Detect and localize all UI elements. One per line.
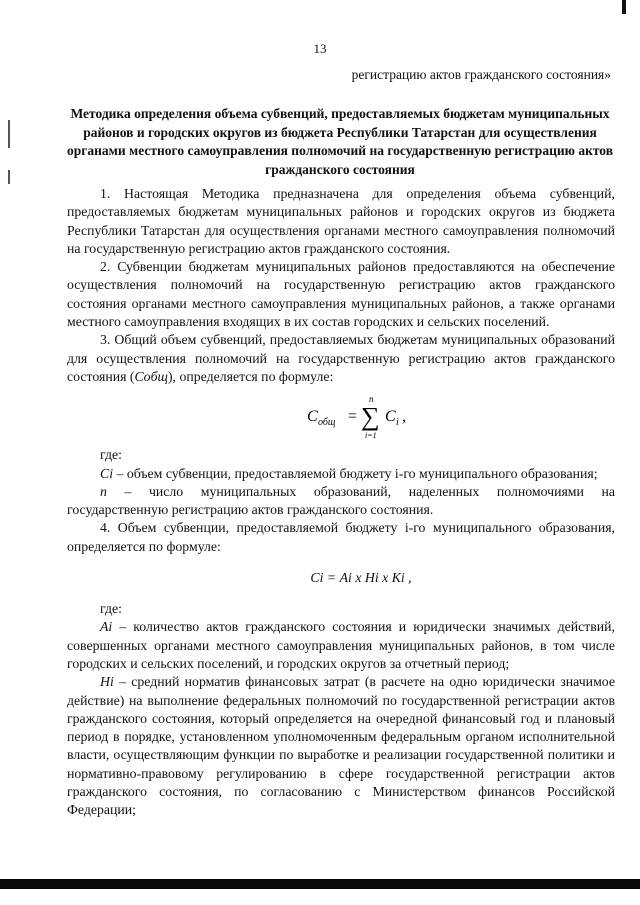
page-number: 13	[313, 41, 327, 56]
formula-sum-top: n	[369, 394, 374, 405]
symbol-hi: Нi	[100, 674, 114, 690]
definition-hi	[67, 673, 615, 819]
definition-ai	[67, 618, 615, 673]
paragraph-1: 1. Настоящая Методика предназначена для определения объема субвенций, предоставляемых бюджетам муниципальных районов и городских округов из бюджета Республики Татарстан для осуществления органами местного самоуправления полномочий на государственную регистрацию актов гражданского состояния.	[67, 186, 615, 256]
paragraph-3	[67, 331, 615, 386]
formula-lhs: С	[307, 408, 318, 426]
document-body	[67, 185, 615, 820]
paragraph-3-text: 3. Общий объем субвенций, предоставляемых бюджетам муниципальных образований для осуществления полномочий на государственную регистрацию актов гражданского состояния (	[67, 332, 615, 384]
definition-ai-text: – количество актов гражданского состояния и юридически значимых действий, совершенных органами местного самоуправления муниципальных районов, в том числе городских и сельских поселений, и городских округов за отчетный период;	[67, 619, 615, 671]
document-title: Методика определения объема субвенций, предоставляемых бюджетам муниципальных районов и городских округов из бюджета Республики Татарстан для осуществления органами местного самоуправления полномочий на государственную регистрацию актов гражданского состояния	[67, 106, 613, 177]
formula-equals: =	[347, 408, 358, 426]
formula-rhs-sub: i	[396, 417, 399, 429]
where-label-2: где:	[100, 601, 122, 617]
symbol-n: n	[100, 483, 107, 499]
definition-ci	[67, 465, 615, 483]
formula-rhs: С	[385, 408, 396, 426]
symbol-ai: Аi	[100, 619, 113, 635]
formula-lhs-sub: общ	[318, 417, 336, 429]
paragraph-3-tail: ), определяется по формуле:	[167, 368, 334, 384]
definition-hi-text: – средний норматив финансовых затрат (в расчете на одно юридически значимое действие) на выполнение федеральных полномочий по государственной регистрации актов гражданского состояния, который определяется на очередной финансовый год и плановый период в порядке, установленном уполномоченным федеральным органом исполнительной власти, осуществляющим функции по выработке и реализации государственной политики и нормативно-правовому регулированию в сфере государственной регистрации актов гражданского состояния, по согласованию с Министерством финансов Российской Федерации;	[67, 674, 615, 818]
formula-total-svg	[287, 390, 587, 442]
scan-bottom-bar	[0, 879, 640, 889]
definition-n-text: – число муниципальных образований, наделенных полномочиями на государственную регистрацию актов гражданского состояния.	[67, 483, 615, 518]
definition-n	[67, 483, 615, 520]
continuation-line: регистрацию актов гражданского состояния»	[351, 67, 611, 82]
formula-tail: ,	[402, 408, 406, 426]
total-subvention-symbol: Сoбщ	[134, 368, 168, 384]
scan-mark	[622, 0, 626, 14]
formula-sum-bottom: i=1	[365, 431, 377, 441]
definition-ci-text: – объем субвенции, предоставляемой бюджету i-го муниципального образования;	[113, 465, 598, 481]
paragraph-4: 4. Объем субвенции, предоставляемой бюджету i-го муниципального образования, определяется по формуле:	[67, 520, 615, 554]
where-label: где:	[100, 447, 122, 463]
symbol-ci: Сi	[100, 465, 114, 481]
formula-ci: Сi = Аi x Нi x Кi ,	[310, 570, 412, 586]
formula-sum-sign: ∑	[361, 402, 380, 432]
margin-mark	[8, 120, 10, 148]
formula-total	[67, 390, 615, 442]
paragraph-2: 2. Субвенции бюджетам муниципальных районов предоставляются на обеспечение осуществления полномочий на государственную регистрацию актов гражданского состояния органами местного самоуправления муниципальных районов, а также органами местного самоуправления входящих в их состав городских и сельских поселений.	[67, 259, 615, 330]
margin-mark	[8, 170, 10, 184]
